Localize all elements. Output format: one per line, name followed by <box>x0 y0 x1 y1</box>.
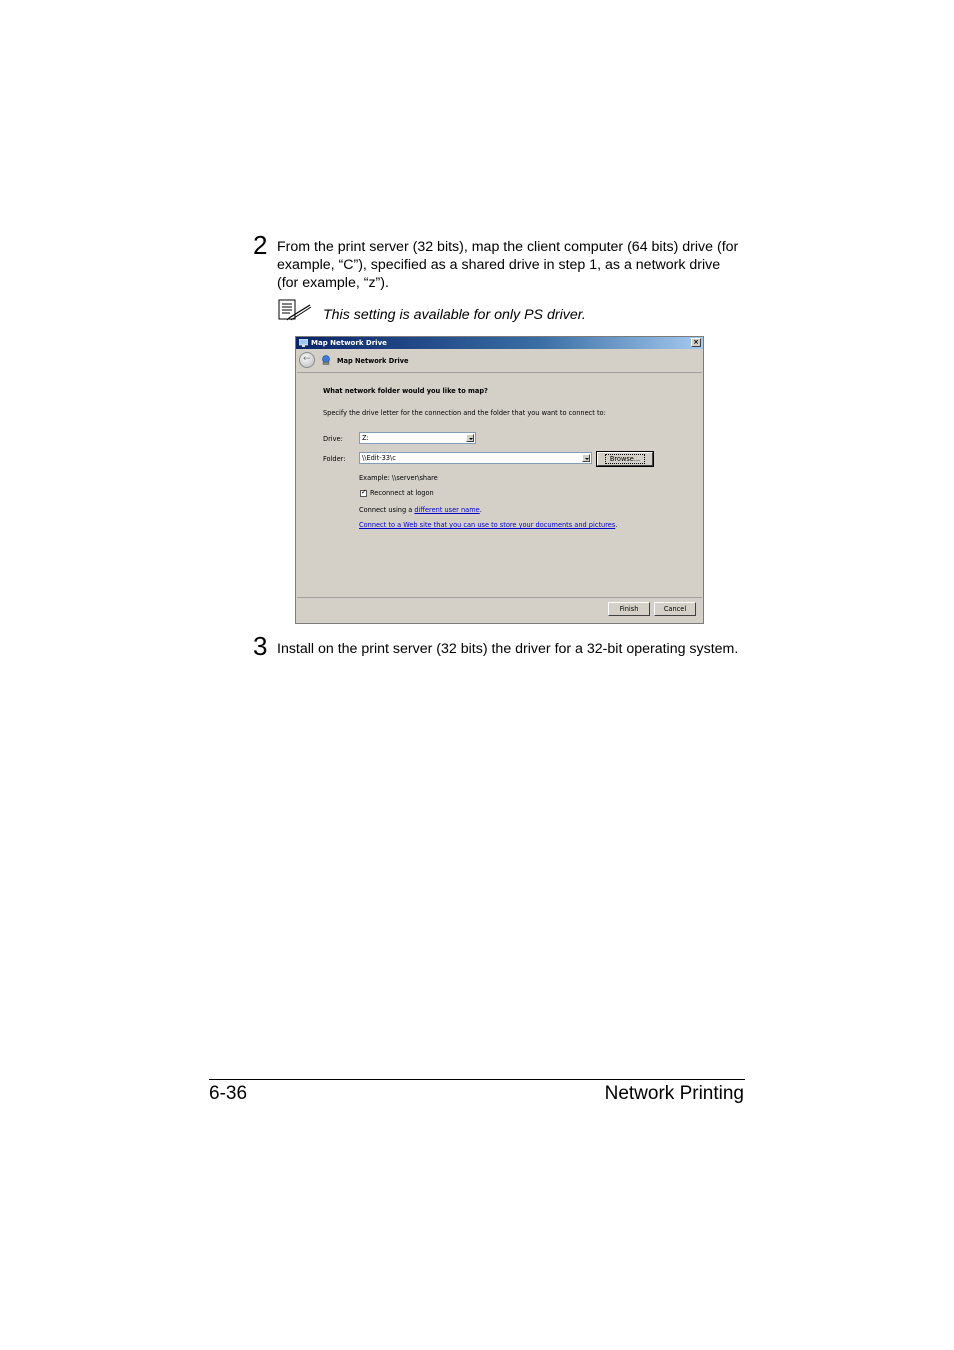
network-drive-icon <box>299 339 308 347</box>
website-link[interactable]: Connect to a Web site that you can use to store your documents and pictures <box>359 521 616 529</box>
reconnect-label: Reconnect at logon <box>370 489 434 497</box>
wizard-navbar <box>296 349 703 371</box>
note-text: This setting is available for only PS driver. <box>323 307 586 323</box>
different-user-link[interactable]: different user name <box>414 506 480 514</box>
cancel-button[interactable]: Cancel <box>654 602 696 616</box>
wizard-instruction: Specify the drive letter for the connection and the folder that you want to connect to: <box>323 409 606 417</box>
browse-button[interactable]: Browse... <box>597 452 653 466</box>
drive-value: Z: <box>362 434 369 442</box>
drive-label: Drive: <box>323 435 343 443</box>
dialog-titlebar[interactable] <box>296 337 703 349</box>
footer-rule <box>209 1079 745 1080</box>
folder-input[interactable] <box>359 452 592 464</box>
step-2-line-3: (for example, “z”). <box>277 275 389 291</box>
wizard-content <box>297 372 702 598</box>
website-line: Connect to a Web site that you can use to store your documents and pictures. <box>359 521 618 529</box>
globe-drive-icon <box>321 355 331 365</box>
finish-button[interactable]: Finish <box>608 602 650 616</box>
step-2-line-1: From the print server (32 bits), map the client computer (64 bits) drive (for <box>277 239 739 255</box>
map-network-drive-dialog <box>295 336 704 624</box>
back-arrow-icon: ← <box>303 354 311 364</box>
step-2-line-2: example, “C”), specified as a shared drive in step 1, as a network drive <box>277 257 721 273</box>
chevron-down-icon[interactable] <box>466 434 474 442</box>
wizard-title: Map Network Drive <box>337 357 409 365</box>
reconnect-checkbox[interactable] <box>360 490 367 497</box>
page-number: 6-36 <box>209 1083 248 1104</box>
step-number-2: 2 <box>253 230 268 260</box>
dialog-title: Map Network Drive <box>311 339 387 347</box>
example-text: Example: \\server\share <box>359 474 438 482</box>
section-title: Network Printing <box>604 1083 744 1104</box>
close-icon: × <box>693 338 699 346</box>
connect-line: Connect using a different user name. <box>359 506 482 514</box>
close-button[interactable] <box>691 338 701 347</box>
drive-select[interactable] <box>359 432 476 444</box>
wizard-heading: What network folder would you like to map? <box>323 387 488 395</box>
folder-label: Folder: <box>323 455 346 463</box>
step-number-3: 3 <box>253 631 268 661</box>
back-button[interactable] <box>299 352 315 368</box>
step-3-text: Install on the print server (32 bits) the driver for a 32-bit operating system. <box>277 641 739 657</box>
note-pencil-icon <box>278 299 312 321</box>
folder-value: \\Edit-33\c <box>362 454 396 462</box>
chevron-down-icon[interactable] <box>582 454 590 462</box>
